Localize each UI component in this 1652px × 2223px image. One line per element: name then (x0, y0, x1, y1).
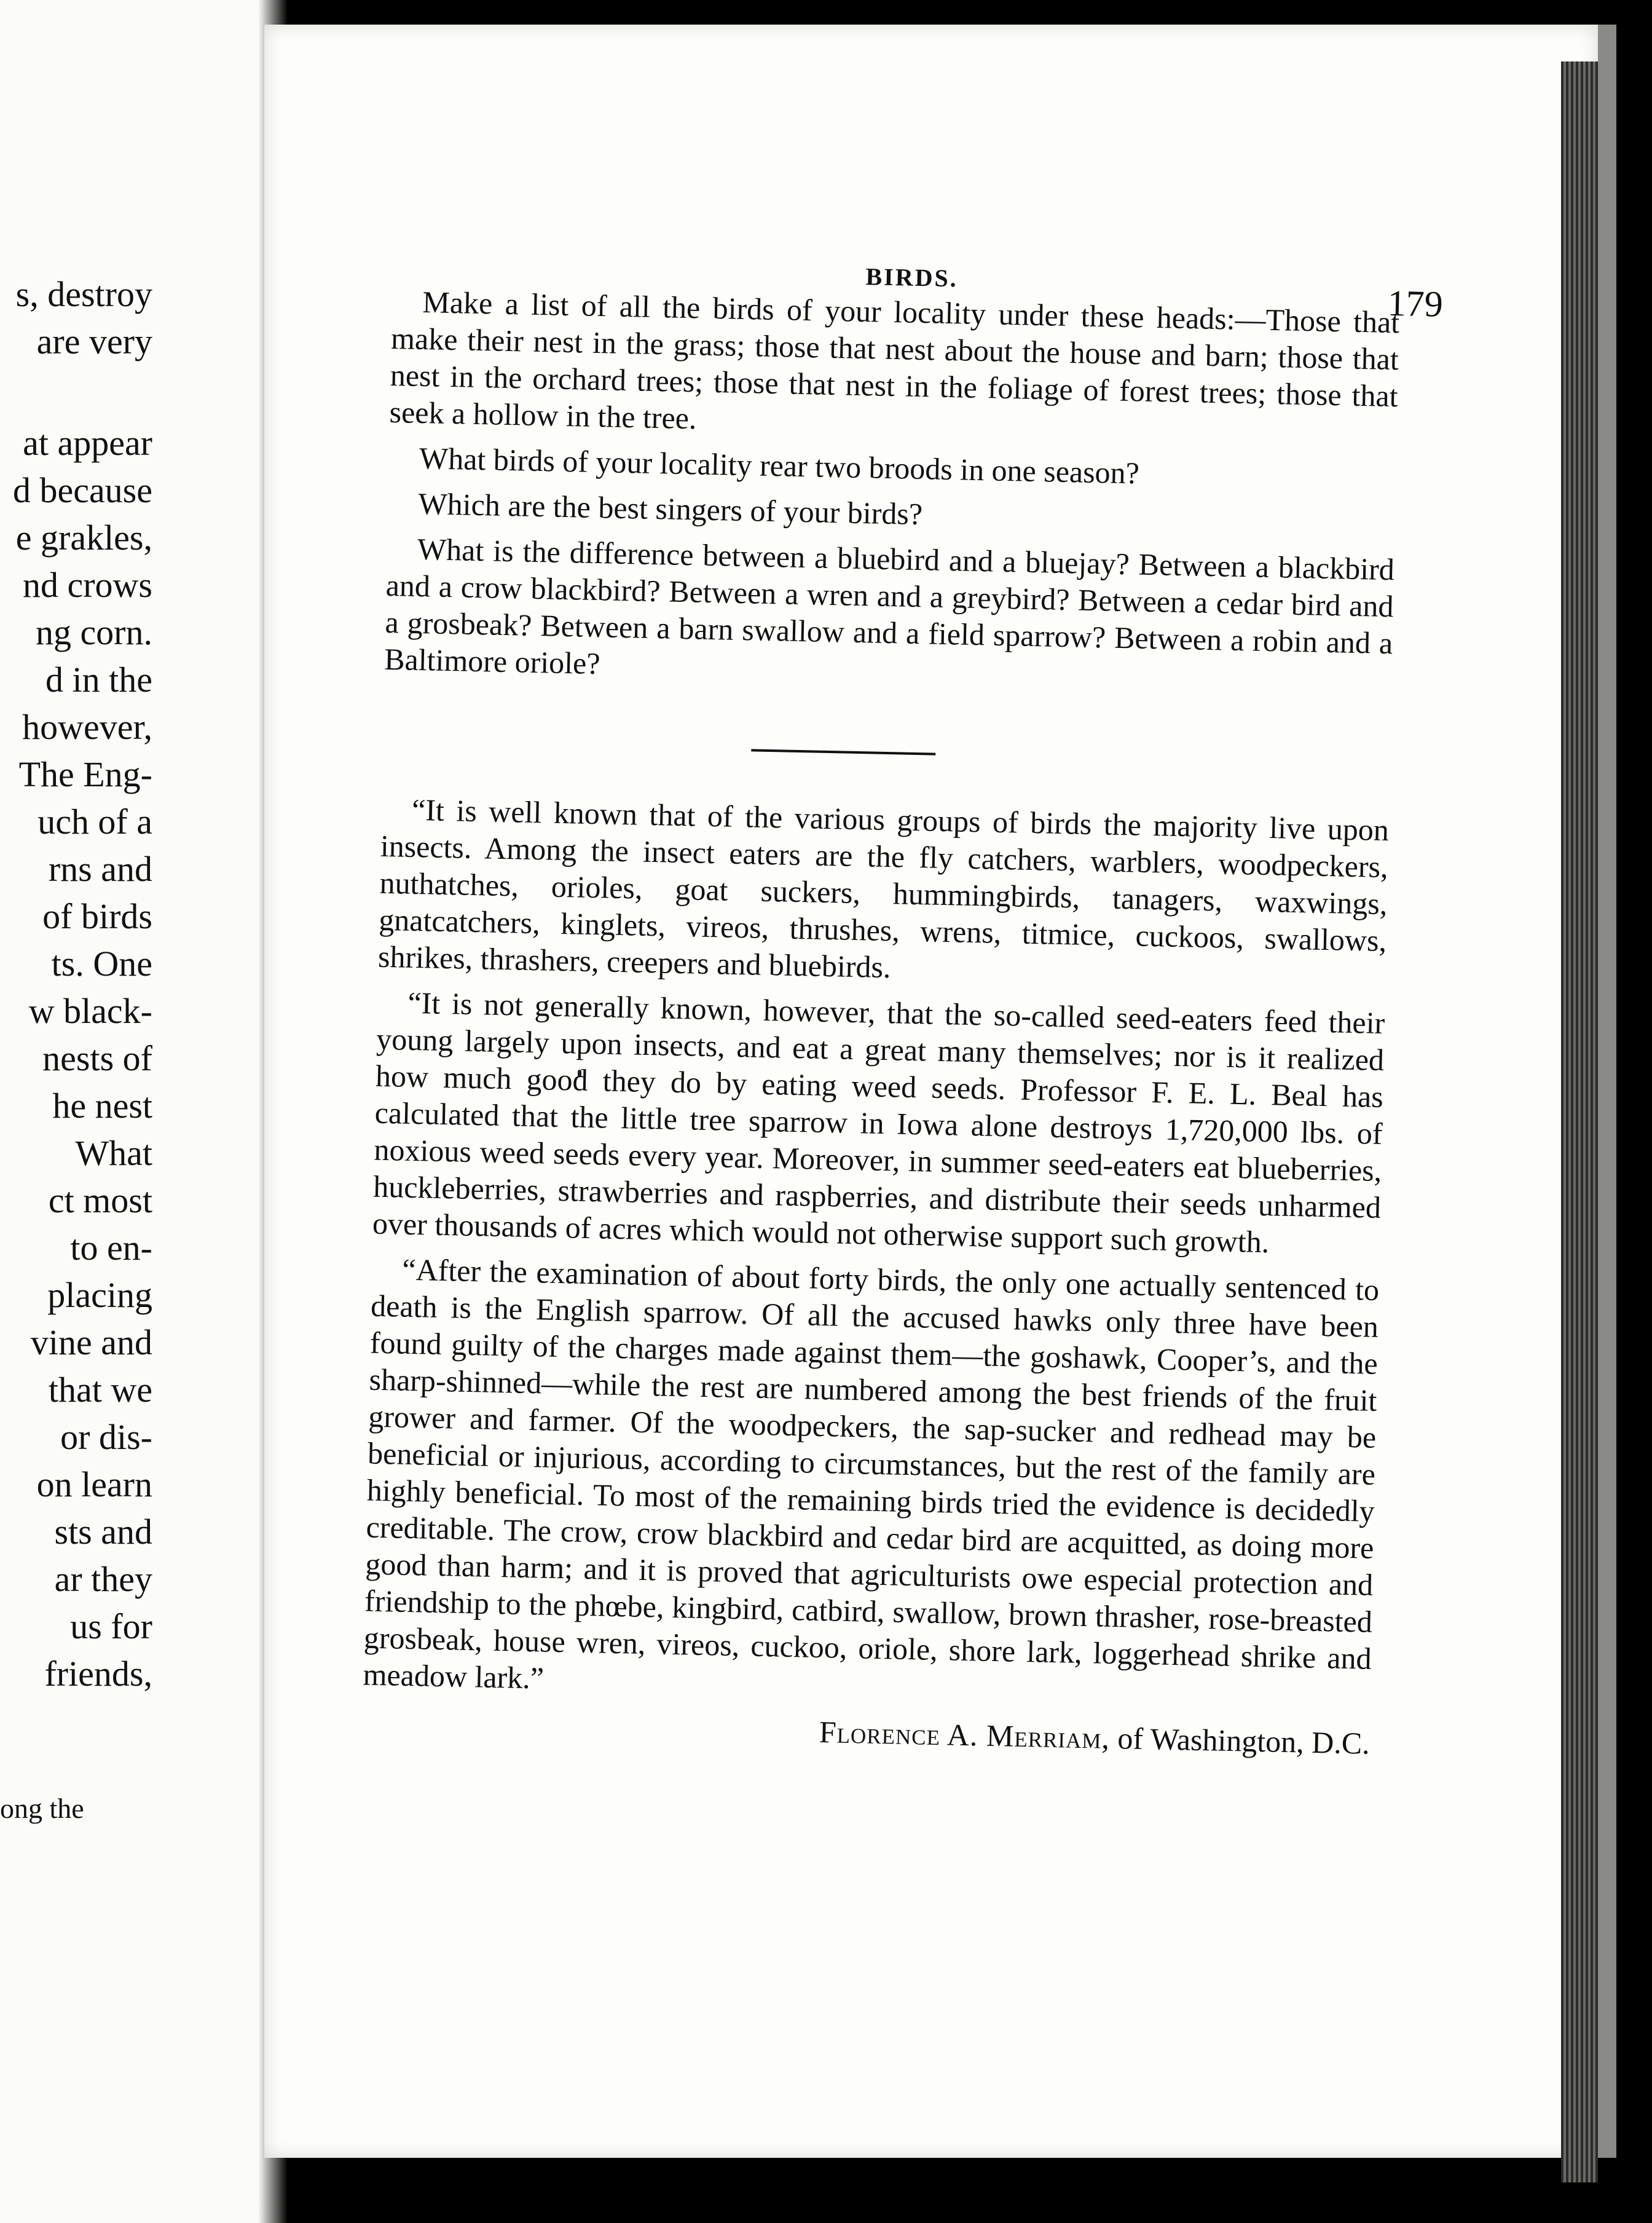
page-number: 179 (1387, 282, 1444, 325)
left-page-bottom-line: ong the (0, 1793, 84, 1824)
section-divider (382, 686, 1391, 811)
left-page-line: nd crows (22, 565, 152, 605)
left-page-line: nests of (42, 1038, 152, 1078)
author-name: Florence A. Merriam, (819, 1715, 1111, 1755)
left-page-line: What (75, 1133, 152, 1173)
left-page-line: he nest (52, 1086, 152, 1126)
left-page-line: of birds (42, 896, 152, 936)
quote-paragraph: “It is well known that of the various groups of birds the majority live upon insects. Among the insect eaters are the fly catchers, warblers, woodpeckers, nuthatches, orioles, goat suckers, hummingbirds, tanagers, waxwings, gnatcatchers, kinglets, vireos, thrushes, wrens, titmice, cuckoos, swallows, shrikes, thrashers, creepers and bluebirds. (377, 792, 1390, 985)
left-page-line: uch of a (37, 802, 152, 842)
left-page-line: sts and (54, 1512, 152, 1552)
left-page-line: however, (22, 707, 152, 747)
quote-paragraph: “It is not generally known, however, that the so-called seed-eaters feed their young largely upon insects, and eat a great many themselves; nor is it realized how much good they do by eating weed seeds. Professor F. E. L. Beal has calculated that the little tree sparrow in Iowa alone destroys 1,720,000 lbs. of noxious weed seeds every year. Moreover, in summer seed-eaters eat blueberries, huckleberries, strawberries and raspberries, and distribute their seeds unharmed over thousands of acres which would not otherwise support such growth. (372, 985, 1385, 1260)
left-page-line: friends, (44, 1654, 152, 1694)
question-paragraph: What birds of your locality rear two broods in one season? (419, 440, 1140, 491)
left-page-line: vine and (30, 1322, 152, 1362)
left-page-line: placing (47, 1275, 152, 1315)
left-page-line: ar they (54, 1559, 152, 1599)
questions-section (384, 283, 1400, 698)
left-page-line: are very (36, 322, 152, 361)
page-stack-edge (1561, 61, 1598, 2182)
left-page-line: The Eng- (18, 754, 152, 794)
left-page-line: us for (70, 1606, 152, 1646)
left-page-line: rns and (48, 849, 152, 889)
left-page-line: ts. One (51, 944, 152, 984)
left-page-line: to en- (70, 1228, 152, 1268)
question-paragraph: What is the difference between a bluebird and a bluejay? Between a blackbird and a crow blackbird? Between a wren and a greybird? Between a cedar bird and a grosbeak? Between a barn swallow and a field sparrow? Between a robin and a Baltimore oriole? (384, 531, 1395, 681)
quote-attribution (361, 1704, 1370, 1761)
right-page (264, 25, 1616, 2158)
divider-rule (751, 749, 935, 755)
left-page-line: or dis- (60, 1417, 152, 1457)
left-page-line: s, destroy (15, 274, 152, 314)
left-facing-page (0, 0, 293, 2223)
left-page-line: d in the (45, 660, 152, 700)
question-paragraph: Which are the best singers of your birds? (418, 486, 923, 532)
left-page-line: w black- (28, 991, 152, 1031)
left-page-line: d because (12, 470, 152, 510)
left-page-line: ng corn. (35, 612, 152, 652)
page-content (361, 227, 1444, 1762)
left-page-line: e grakles, (15, 518, 152, 558)
left-page-line: at appear (23, 423, 152, 463)
question-paragraph: Make a list of all the birds of your locality under these heads:—Those that make their nest in the grass; those that nest about the house and barn; those that nest in the orchard trees; those that nest in the foliage of forest trees; those that seek a hollow in the tree. (389, 285, 1400, 436)
page-title: BIRDS. (865, 263, 959, 293)
quote-paragraph: “After the examination of about forty birds, the only one actually sentenced to death is the English sparrow. Of all the accused hawks only three have been found guilty of the charges made against them—the goshawk, Cooper’s, and the sharp-shinned—while the rest are numbered among the best friends of the fruit grower and farmer. Of the woodpeckers, the sap-sucker and redhead may be beneficial or injurious, according to circumstances, but the rest of the family are highly beneficial. To most of the remaining birds tried the evidence is decidedly creditable. The crow, crow blackbird and cedar bird are acquitted, as doing more good than harm; and it is proved that agriculturists owe especial protection and friendship to the phœbe, kingbird, catbird, swallow, brown thrasher, rose-breasted grosbeak, house wren, vireos, cuckoo, oriole, shore lark, loggerhead shrike and meadow lark.” (363, 1252, 1380, 1696)
author-location: of Washington, D.C. (1117, 1721, 1371, 1761)
left-page-line: that we (48, 1370, 152, 1410)
left-page-line: on learn (36, 1464, 152, 1504)
quotation-section (363, 791, 1389, 1714)
left-page-line: ct most (48, 1180, 152, 1220)
